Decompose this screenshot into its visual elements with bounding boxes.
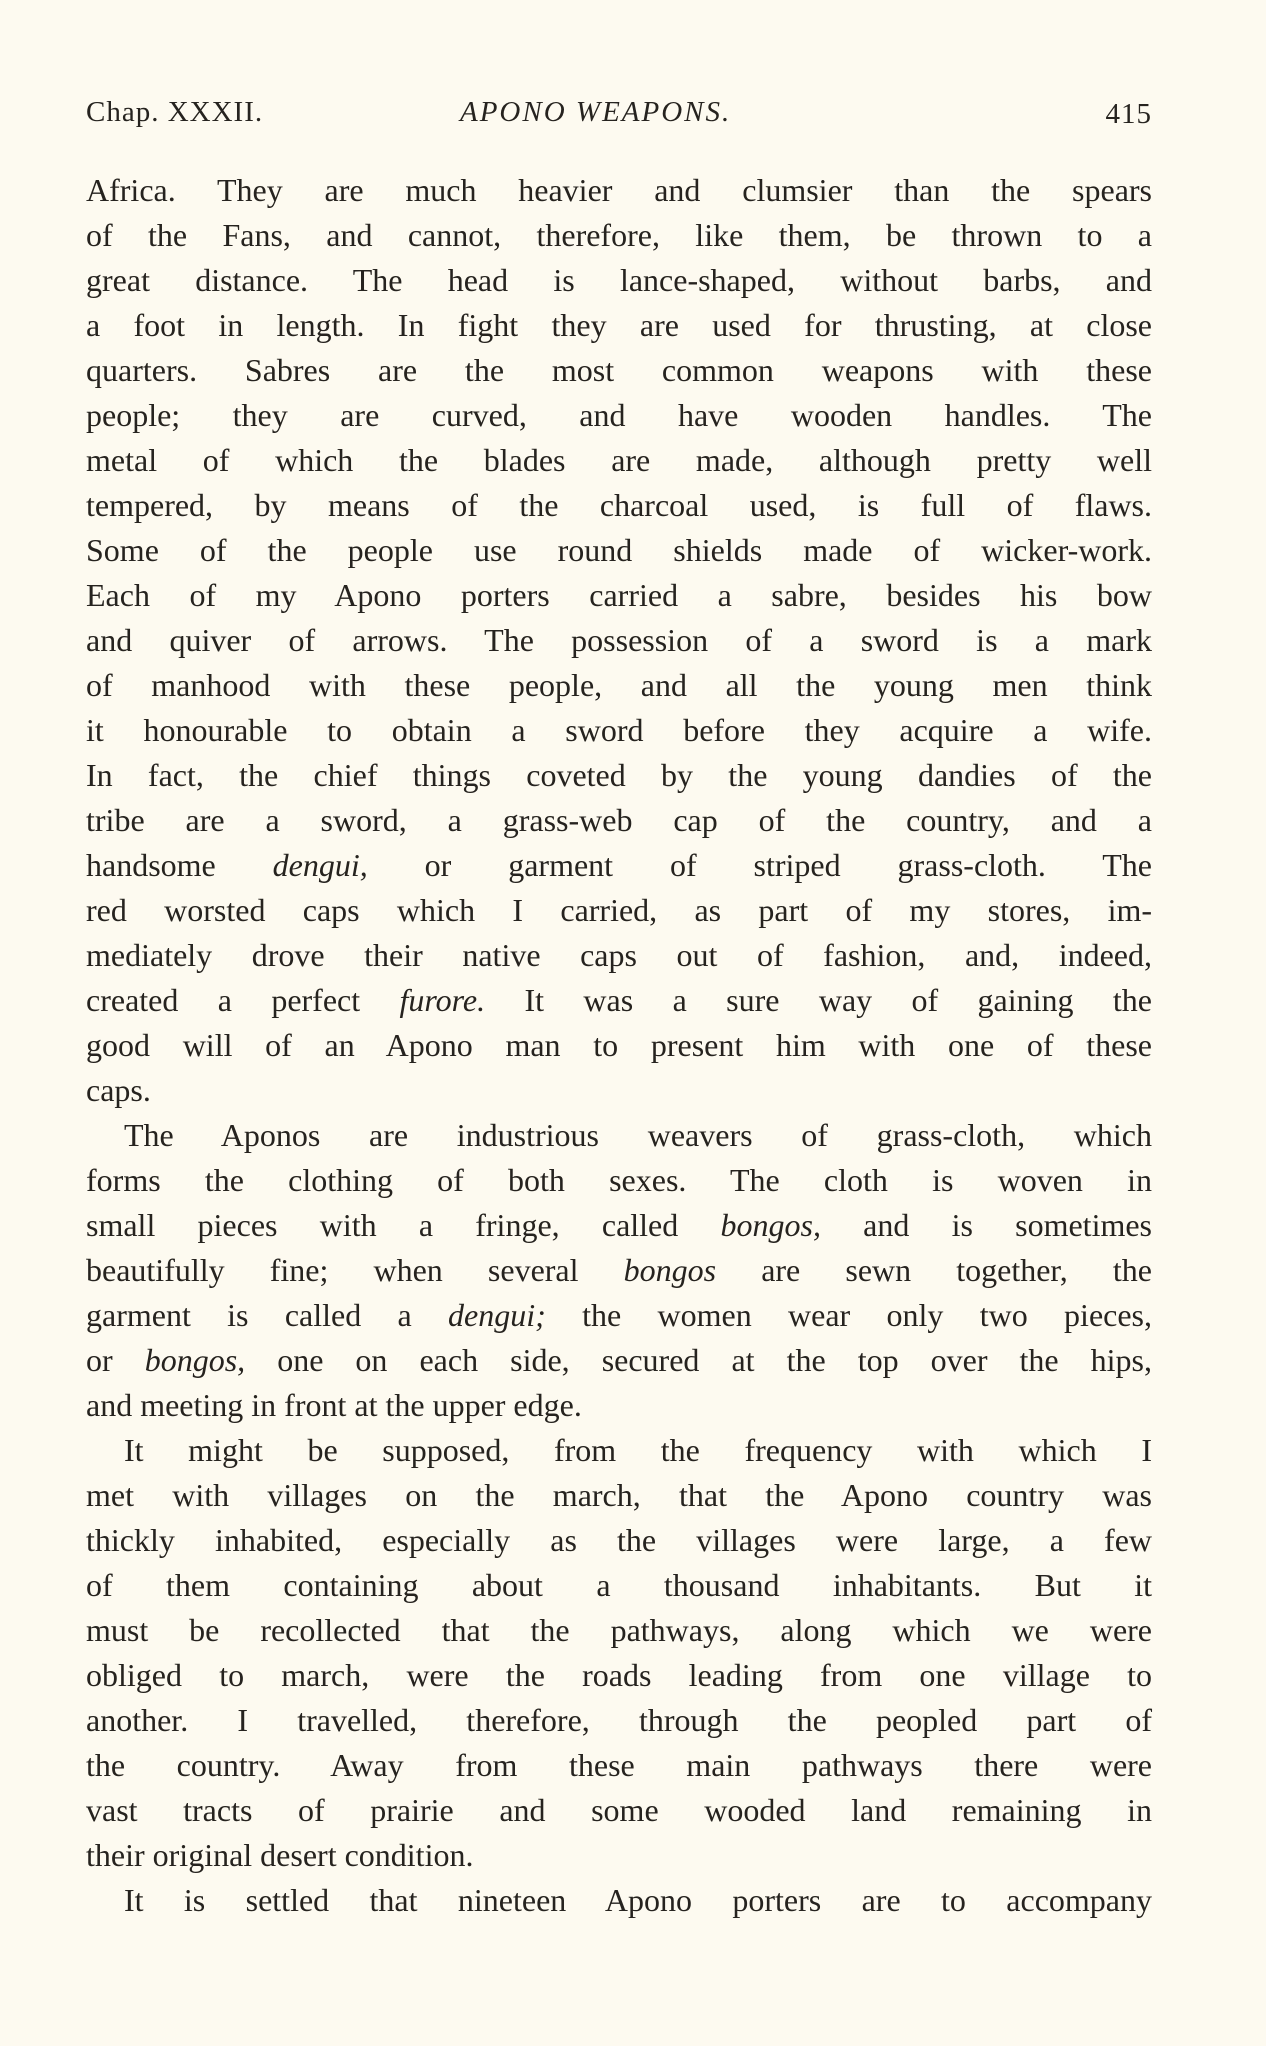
text-line <box>86 978 1152 1023</box>
text-segment: It is settled that nineteen Apono porters are to accompany <box>124 1882 1152 1918</box>
text-segment: great distance. The head is lance-shaped, without barbs, and <box>86 262 1152 298</box>
text-line <box>86 303 1152 348</box>
text-segment: tempered, by means of the charcoal used, is full of flaws. <box>86 487 1152 523</box>
text-line <box>86 258 1152 303</box>
text-line <box>86 1158 1152 1203</box>
text-line <box>86 933 1152 978</box>
text-segment: it honourable to obtain a sword before they acquire a wife. <box>86 712 1152 748</box>
text-segment: quarters. Sabres are the most common weapons with these <box>86 352 1152 388</box>
text-line <box>86 1518 1152 1563</box>
text-line <box>86 168 1152 213</box>
text-segment: tribe are a sword, a grass-web cap of the country, and a <box>86 802 1152 838</box>
italic-term: bongos <box>623 1252 717 1288</box>
text-line <box>86 1113 1152 1158</box>
italic-term: dengui, <box>272 847 368 883</box>
text-segment: In fact, the chief things coveted by the young dandies of the <box>86 757 1152 793</box>
text-line <box>86 1428 1152 1473</box>
text-line <box>86 1293 1152 1338</box>
text-line <box>86 1248 1152 1293</box>
text-segment: metal of which the blades are made, although pretty well <box>86 442 1152 478</box>
text-line <box>86 663 1152 708</box>
text-segment: or <box>86 1342 145 1378</box>
text-segment: beautifully fine; when several <box>86 1252 624 1288</box>
text-segment: people; they are curved, and have wooden handles. The <box>86 397 1152 433</box>
text-segment: obliged to march, were the roads leading from one village to <box>86 1657 1152 1693</box>
italic-term: dengui; <box>448 1297 546 1333</box>
text-line <box>86 798 1152 843</box>
page-number: 415 <box>1105 98 1152 130</box>
text-segment: one on each side, secured at the top over the hips, <box>245 1342 1153 1378</box>
text-line <box>86 1653 1152 1698</box>
text-line <box>86 1878 1152 1923</box>
text-segment: It might be supposed, from the frequency with which I <box>124 1432 1152 1468</box>
text-segment: The Aponos are industrious weavers of grass-cloth, which <box>124 1117 1152 1153</box>
text-line <box>86 393 1152 438</box>
text-line <box>86 618 1152 663</box>
text-line <box>86 1203 1152 1248</box>
text-segment: and meeting in front at the upper edge. <box>86 1387 582 1423</box>
text-segment: the country. Away from these main pathways there were <box>86 1747 1152 1783</box>
text-line <box>86 888 1152 933</box>
text-segment: of manhood with these people, and all the young men think <box>86 667 1152 703</box>
text-line <box>86 1788 1152 1833</box>
text-segment: are sewn together, the <box>716 1252 1152 1288</box>
italic-term: furore. <box>399 982 486 1018</box>
text-segment: thickly inhabited, especially as the villages were large, a few <box>86 1522 1152 1558</box>
text-line <box>86 753 1152 798</box>
text-segment: a foot in length. In fight they are used for thrusting, at close <box>86 307 1152 343</box>
text-segment: caps. <box>86 1072 151 1108</box>
text-segment: another. I travelled, therefore, through the peopled part of <box>86 1702 1152 1738</box>
text-segment: Some of the people use round shields made of wicker-work. <box>86 532 1152 568</box>
text-segment: met with villages on the march, that the Apono country was <box>86 1477 1152 1513</box>
text-segment: good will of an Apono man to present him with one of these <box>86 1027 1152 1063</box>
body-text <box>86 168 1152 1923</box>
text-segment: mediately drove their native caps out of fashion, and, indeed, <box>86 937 1152 973</box>
text-line <box>86 348 1152 393</box>
text-segment: and quiver of arrows. The possession of a sword is a mark <box>86 622 1152 658</box>
text-line <box>86 213 1152 258</box>
text-line <box>86 573 1152 618</box>
text-segment: Africa. They are much heavier and clumsier than the spears <box>86 172 1152 208</box>
text-line <box>86 528 1152 573</box>
text-line <box>86 1833 1152 1878</box>
text-line <box>86 1068 1152 1113</box>
text-segment: must be recollected that the pathways, along which we were <box>86 1612 1152 1648</box>
text-segment: of them containing about a thousand inhabitants. But it <box>86 1567 1152 1603</box>
text-line <box>86 438 1152 483</box>
text-segment: red worsted caps which I carried, as part of my stores, im- <box>86 892 1152 928</box>
text-line <box>86 708 1152 753</box>
text-segment: created a perfect <box>86 982 400 1018</box>
text-segment: It was a sure way of gaining the <box>485 982 1152 1018</box>
text-line <box>86 1563 1152 1608</box>
text-segment: garment is called a <box>86 1297 449 1333</box>
text-line <box>86 1608 1152 1653</box>
text-line <box>86 483 1152 528</box>
italic-term: bongos, <box>144 1342 246 1378</box>
italic-term: bongos, <box>720 1207 821 1243</box>
running-head <box>86 96 1152 144</box>
chapter-label: Chap. XXXII. <box>86 96 264 128</box>
text-segment: their original desert condition. <box>86 1837 474 1873</box>
text-line <box>86 1698 1152 1743</box>
text-segment: and is sometimes <box>820 1207 1153 1243</box>
text-segment: the women wear only two pieces, <box>545 1297 1153 1333</box>
text-segment: small pieces with a fringe, called <box>86 1207 721 1243</box>
text-segment: vast tracts of prairie and some wooded land remaining in <box>86 1792 1152 1828</box>
text-line <box>86 1473 1152 1518</box>
text-line <box>86 1338 1152 1383</box>
text-line <box>86 1023 1152 1068</box>
text-segment: of the Fans, and cannot, therefore, like them, be thrown to a <box>86 217 1152 253</box>
book-page <box>86 96 1153 1918</box>
text-segment: handsome <box>86 847 273 883</box>
text-segment: Each of my Apono porters carried a sabre, besides his bow <box>86 577 1152 613</box>
text-line <box>86 843 1152 888</box>
text-segment: or garment of striped grass-cloth. The <box>367 847 1153 883</box>
running-title: APONO WEAPONS. <box>460 96 732 128</box>
text-segment: forms the clothing of both sexes. The cloth is woven in <box>86 1162 1152 1198</box>
text-line <box>86 1743 1152 1788</box>
text-line <box>86 1383 1152 1428</box>
